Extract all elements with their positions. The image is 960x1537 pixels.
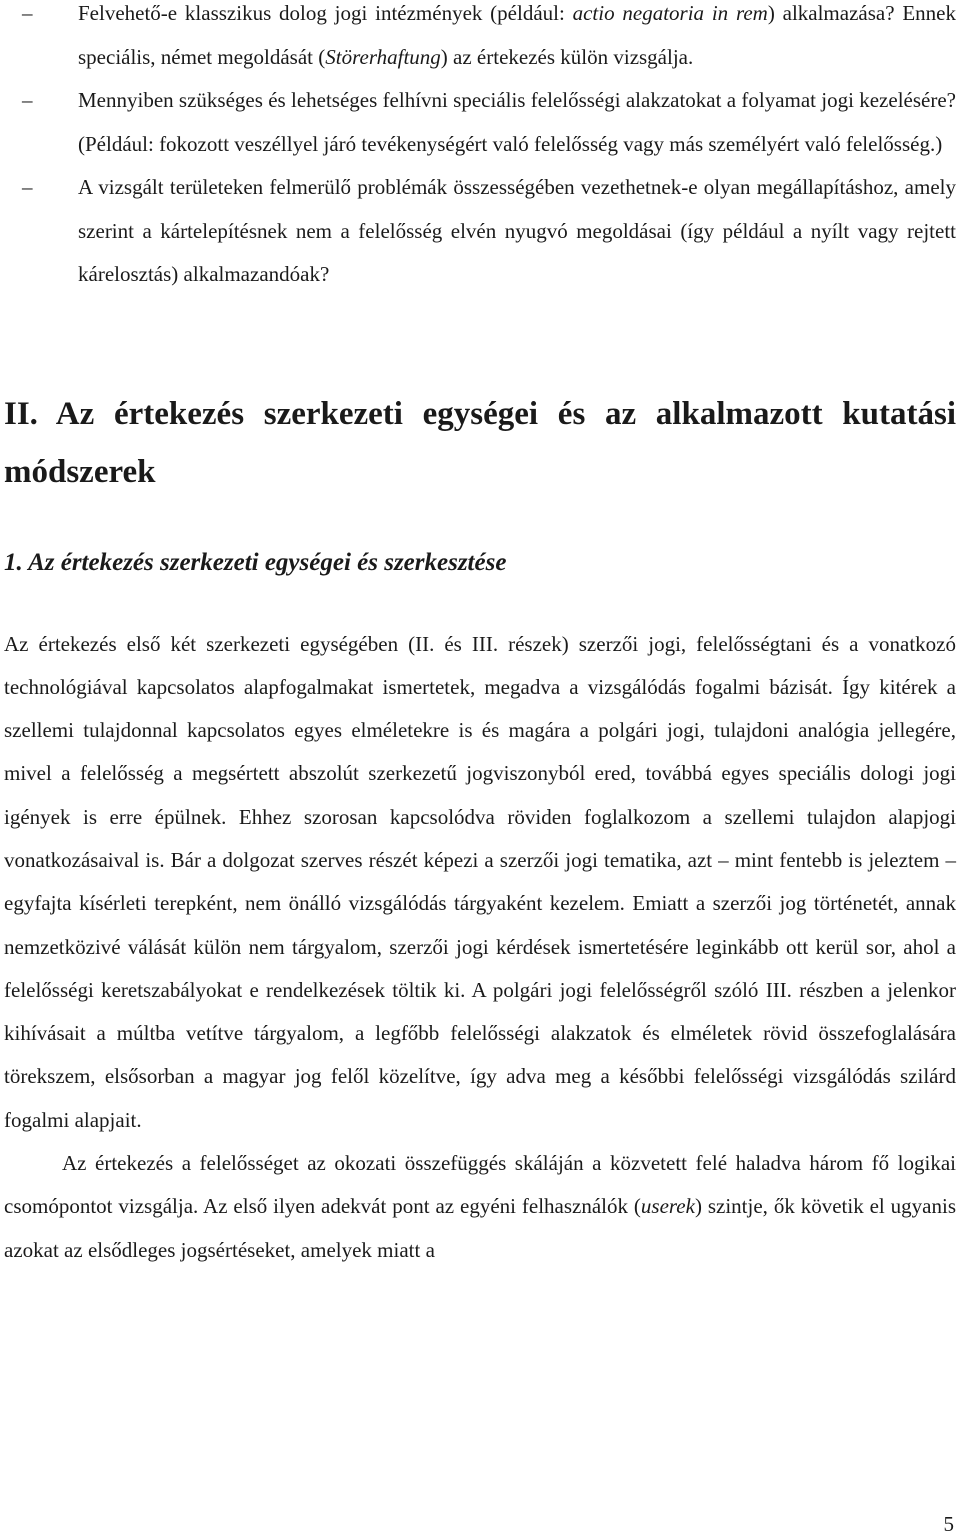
list-item [4, 166, 956, 297]
question-list [4, 0, 956, 297]
italic-text-run: actio negatoria in rem [572, 1, 768, 25]
text-run: A vizsgált területeken felmerülő problémák összességében vezethetnek-e olyan megállapításhoz, amely szerint a kártelepítésnek nem a felelősség elvén nyugvó megoldásai (így például a nyílt vagy rejtett kárelosztás) alkalmazandóak? [78, 175, 956, 286]
text-run: Az értekezés a felelősséget az okozati összefüggés skáláján a közvetett felé haladva három fő logikai csomópontot vizsgálja. Az első ilyen adekvát pont az egyéni felhasználók ( [4, 1151, 956, 1219]
text-run: Felvehető-e klasszikus dolog jogi intézmények (például: [78, 1, 573, 25]
subsection-heading: 1. Az értekezés szerkezeti egységei és szerkesztése [4, 548, 507, 576]
text-run: Mennyiben szükséges és lehetséges felhívni speciális felelősségi alakzatokat a folyamat jogi kezelésére? (Például: fokozott veszéllyel járó tevékenységért való felelősség vagy más személyért való felelősség.) [78, 88, 956, 156]
page-number: 5 [943, 1512, 954, 1536]
document-page [4, 0, 956, 1272]
dash-bullet: – [22, 175, 33, 199]
text-run: ) az értekezés külön vizsgálja. [440, 44, 694, 69]
body-paragraph [4, 623, 956, 1143]
list-item [4, 79, 956, 166]
italic-text-run: Störerhaftung [325, 44, 441, 69]
dash-bullet: – [22, 1, 33, 25]
text-run: ) alkalmazása? Ennek speciális, német megoldását ( [78, 1, 956, 69]
text-run: Az értekezés első két szerkezeti egységében (II. és III. részek) szerzői jogi, felelősségtani és a vonatkozó technológiával kapcsolatos alapfogalmakat ismertetek, megadva a vizsgálódás fogalmi bázisát. Így kitérek a szellemi tulajdonnal kapcsolatos egyes elméletekre is és magára a polgári jogi, tulajdoni analógia jellegére, mivel a felelősség a megsértett abszolút szerkezetű jogviszonyból ered, továbbá egyes speciális dologi jogi igények is erre épülnek. Ehhez szorosan kapcsolódva röviden foglalkozom a szellemi tulajdon alapjogi vonatkozásaival is. Bár a dolgozat szerves részét képezi a szerzői jogi tematika, azt – mint fentebb is jeleztem – egyfajta kísérleti terepként, nem önálló vizsgálódás tárgyaként kezelem. Emiatt a szerzői jog történetét, annak nemzetközivé válását külön nem tárgyalom, szerzői jogi kérdések ismertetésére leginkább ott kerül sor, ahol a felelősségi keretszabályokat e rendelkezések töltik ki. A polgári jogi felelősségről szóló III. részben a jelenkor kihívásait a múltba vetítve tárgyalom, a legfőbb felelősségi alakzatok és elméletek rövid összefoglalására törekszem, elsősorban a magyar jog felől közelítve, így adva meg a későbbi felelősségi vizsgálódás szilárd fogalmi alapjait. [4, 631, 956, 1132]
italic-text-run: userek [640, 1194, 695, 1219]
list-item [4, 0, 956, 79]
dash-bullet: – [22, 88, 33, 112]
text-run: ) szintje, ők követik el ugyanis azokat az elsődleges jogsértéseket, amelyek miatt a [4, 1194, 956, 1262]
section-heading: II. Az értekezés szerkezeti egységei és az alkalmazott kutatási módszerek [4, 395, 956, 490]
body-paragraph [4, 1142, 956, 1272]
